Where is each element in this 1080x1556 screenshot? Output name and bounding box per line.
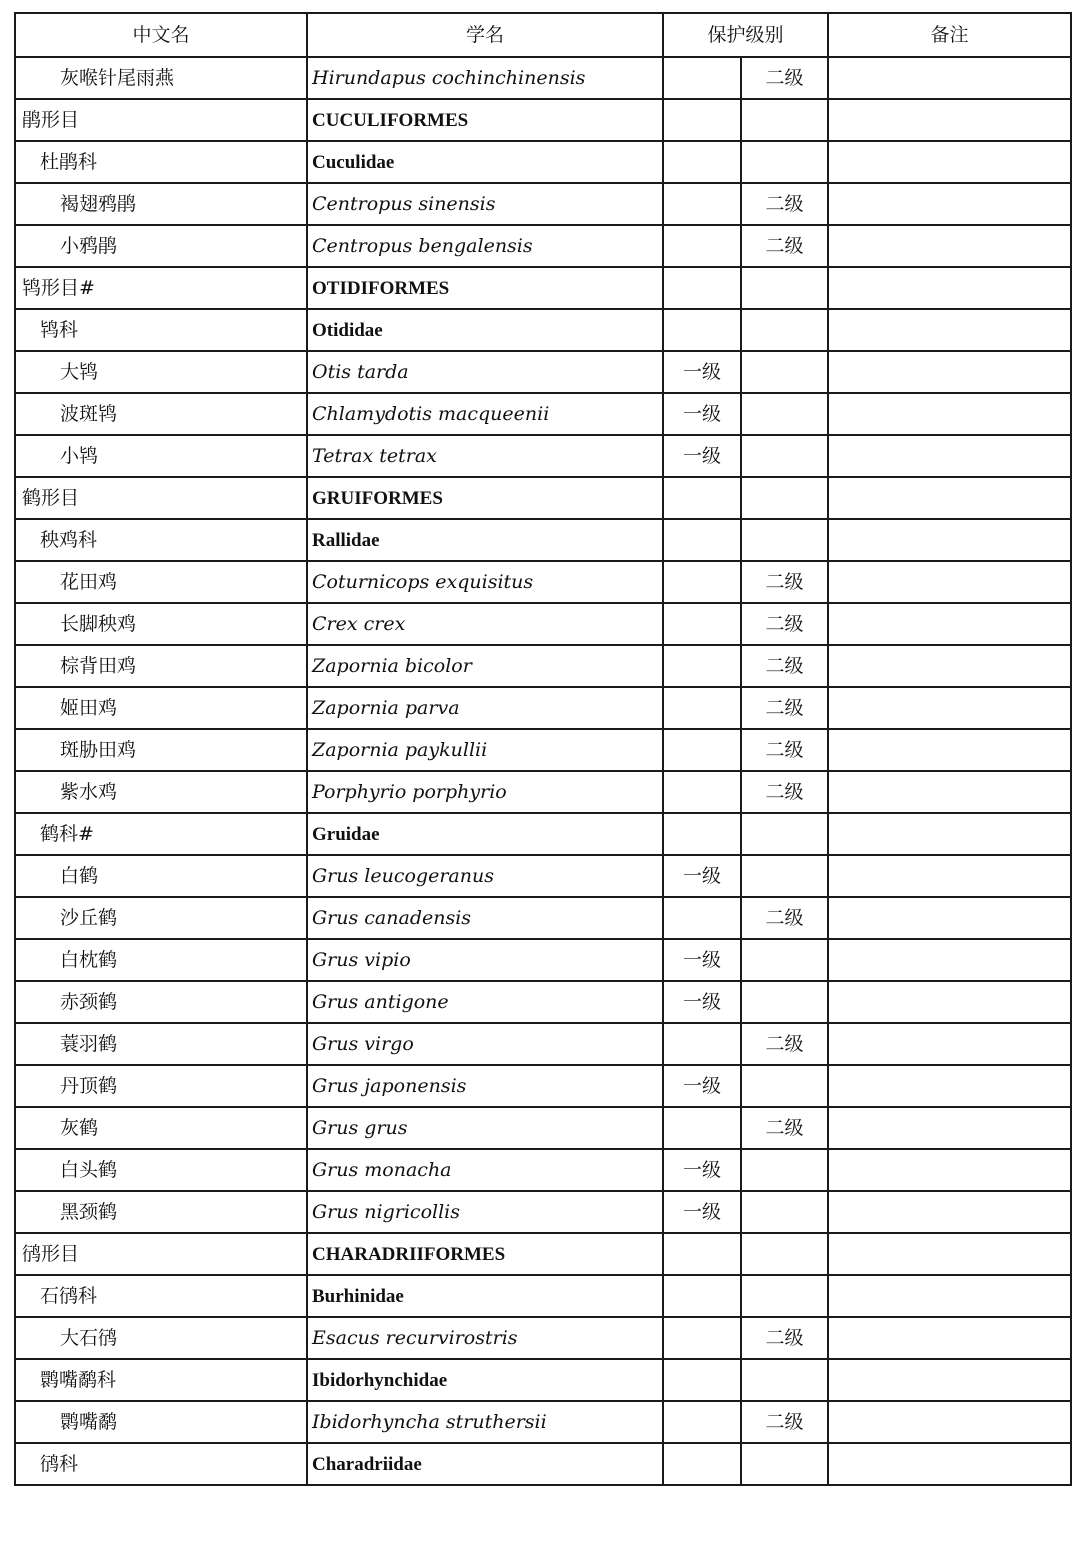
cell-level-two: 二级: [741, 897, 828, 939]
cell-remarks: [828, 645, 1071, 687]
cell-chinese-name: 棕背田鸡: [15, 645, 307, 687]
cell-chinese-name: 花田鸡: [15, 561, 307, 603]
cell-level-two: [741, 1149, 828, 1191]
cell-level-one: [663, 645, 741, 687]
header-chinese-name: 中文名: [15, 13, 307, 57]
cell-level-two: [741, 855, 828, 897]
cell-chinese-name: 赤颈鹤: [15, 981, 307, 1023]
cell-level-one: [663, 477, 741, 519]
cell-level-two: 二级: [741, 729, 828, 771]
cell-level-one: 一级: [663, 393, 741, 435]
cell-scientific-name: Zapornia parva: [307, 687, 663, 729]
cell-level-two: 二级: [741, 1401, 828, 1443]
table-row: [15, 939, 1071, 981]
cell-level-one: 一级: [663, 1065, 741, 1107]
table-row: [15, 1191, 1071, 1233]
cell-chinese-name: 鹃形目: [15, 99, 307, 141]
cell-level-one: 一级: [663, 939, 741, 981]
cell-scientific-name: CUCULIFORMES: [307, 99, 663, 141]
cell-level-one: 一级: [663, 1149, 741, 1191]
table-row: [15, 1443, 1071, 1485]
cell-scientific-name: Zapornia bicolor: [307, 645, 663, 687]
table-row: [15, 603, 1071, 645]
cell-level-two: [741, 267, 828, 309]
cell-remarks: [828, 183, 1071, 225]
cell-chinese-name: 波斑鸨: [15, 393, 307, 435]
cell-level-one: [663, 1401, 741, 1443]
protected-species-table: [14, 12, 1072, 1486]
cell-level-one: 一级: [663, 351, 741, 393]
cell-remarks: [828, 1191, 1071, 1233]
table-row: [15, 897, 1071, 939]
cell-scientific-name: Ibidorhyncha struthersii: [307, 1401, 663, 1443]
table-row: [15, 141, 1071, 183]
table-row: [15, 477, 1071, 519]
cell-level-two: [741, 1065, 828, 1107]
table-row: [15, 561, 1071, 603]
cell-chinese-name: 白鹤: [15, 855, 307, 897]
cell-chinese-name: 鹤形目: [15, 477, 307, 519]
cell-chinese-name: 姬田鸡: [15, 687, 307, 729]
cell-remarks: [828, 141, 1071, 183]
cell-scientific-name: Hirundapus cochinchinensis: [307, 57, 663, 99]
table-body: [15, 57, 1071, 1485]
cell-level-one: [663, 687, 741, 729]
cell-level-one: [663, 267, 741, 309]
cell-scientific-name: Rallidae: [307, 519, 663, 561]
cell-scientific-name: Grus vipio: [307, 939, 663, 981]
cell-chinese-name: 灰鹤: [15, 1107, 307, 1149]
cell-level-two: [741, 519, 828, 561]
cell-remarks: [828, 393, 1071, 435]
cell-scientific-name: Grus antigone: [307, 981, 663, 1023]
cell-scientific-name: Otis tarda: [307, 351, 663, 393]
cell-remarks: [828, 855, 1071, 897]
cell-remarks: [828, 57, 1071, 99]
table-row: [15, 1275, 1071, 1317]
cell-level-one: [663, 897, 741, 939]
cell-remarks: [828, 1401, 1071, 1443]
cell-level-one: [663, 771, 741, 813]
cell-chinese-name: 白枕鹤: [15, 939, 307, 981]
cell-scientific-name: Grus monacha: [307, 1149, 663, 1191]
table-row: [15, 267, 1071, 309]
cell-remarks: [828, 897, 1071, 939]
table-row: [15, 771, 1071, 813]
table-row: [15, 855, 1071, 897]
cell-scientific-name: Grus canadensis: [307, 897, 663, 939]
cell-level-one: [663, 729, 741, 771]
header-protection-level: 保护级别: [663, 13, 828, 57]
cell-chinese-name: 鹤科#: [15, 813, 307, 855]
cell-chinese-name: 大石鸻: [15, 1317, 307, 1359]
cell-scientific-name: GRUIFORMES: [307, 477, 663, 519]
cell-chinese-name: 蓑羽鹤: [15, 1023, 307, 1065]
cell-scientific-name: Grus virgo: [307, 1023, 663, 1065]
cell-level-one: [663, 1023, 741, 1065]
cell-scientific-name: Cuculidae: [307, 141, 663, 183]
cell-level-one: [663, 1275, 741, 1317]
cell-level-one: 一级: [663, 855, 741, 897]
table-row: [15, 1107, 1071, 1149]
cell-level-two: 二级: [741, 771, 828, 813]
table-row: [15, 981, 1071, 1023]
cell-remarks: [828, 561, 1071, 603]
cell-remarks: [828, 687, 1071, 729]
cell-chinese-name: 杜鹃科: [15, 141, 307, 183]
cell-level-two: [741, 813, 828, 855]
cell-chinese-name: 鹮嘴鹬科: [15, 1359, 307, 1401]
table-row: [15, 1359, 1071, 1401]
cell-scientific-name: Grus nigricollis: [307, 1191, 663, 1233]
cell-remarks: [828, 1275, 1071, 1317]
cell-scientific-name: Crex crex: [307, 603, 663, 645]
cell-level-one: 一级: [663, 981, 741, 1023]
cell-level-one: [663, 1443, 741, 1485]
cell-level-two: 二级: [741, 603, 828, 645]
cell-remarks: [828, 729, 1071, 771]
cell-level-two: 二级: [741, 1317, 828, 1359]
cell-remarks: [828, 1149, 1071, 1191]
cell-chinese-name: 鹮嘴鹬: [15, 1401, 307, 1443]
table-row: [15, 57, 1071, 99]
table-row: [15, 729, 1071, 771]
cell-scientific-name: Esacus recurvirostris: [307, 1317, 663, 1359]
cell-remarks: [828, 477, 1071, 519]
cell-scientific-name: Centropus sinensis: [307, 183, 663, 225]
cell-level-two: [741, 1191, 828, 1233]
cell-level-two: 二级: [741, 1023, 828, 1065]
cell-level-one: [663, 141, 741, 183]
cell-level-two: 二级: [741, 57, 828, 99]
header-scientific-name: 学名: [307, 13, 663, 57]
cell-level-one: [663, 1317, 741, 1359]
cell-level-two: 二级: [741, 225, 828, 267]
cell-remarks: [828, 99, 1071, 141]
cell-chinese-name: 小鸦鹃: [15, 225, 307, 267]
cell-scientific-name: Chlamydotis macqueenii: [307, 393, 663, 435]
cell-level-one: [663, 183, 741, 225]
cell-chinese-name: 白头鹤: [15, 1149, 307, 1191]
cell-remarks: [828, 1317, 1071, 1359]
cell-chinese-name: 小鸨: [15, 435, 307, 477]
cell-level-two: [741, 393, 828, 435]
cell-scientific-name: Porphyrio porphyrio: [307, 771, 663, 813]
cell-scientific-name: Charadriidae: [307, 1443, 663, 1485]
cell-scientific-name: Grus leucogeranus: [307, 855, 663, 897]
cell-remarks: [828, 309, 1071, 351]
cell-chinese-name: 灰喉针尾雨燕: [15, 57, 307, 99]
cell-chinese-name: 鸻科: [15, 1443, 307, 1485]
cell-level-two: [741, 939, 828, 981]
cell-scientific-name: Coturnicops exquisitus: [307, 561, 663, 603]
cell-chinese-name: 褐翅鸦鹃: [15, 183, 307, 225]
table-row: [15, 435, 1071, 477]
cell-remarks: [828, 225, 1071, 267]
cell-remarks: [828, 267, 1071, 309]
cell-level-one: [663, 813, 741, 855]
cell-chinese-name: 鸻形目: [15, 1233, 307, 1275]
cell-chinese-name: 秧鸡科: [15, 519, 307, 561]
table-row: [15, 519, 1071, 561]
cell-chinese-name: 大鸨: [15, 351, 307, 393]
cell-remarks: [828, 813, 1071, 855]
cell-level-one: 一级: [663, 1191, 741, 1233]
cell-chinese-name: 斑胁田鸡: [15, 729, 307, 771]
cell-level-one: [663, 225, 741, 267]
cell-scientific-name: Otididae: [307, 309, 663, 351]
cell-level-two: 二级: [741, 1107, 828, 1149]
table-row: [15, 351, 1071, 393]
cell-level-two: [741, 1275, 828, 1317]
table-row: [15, 309, 1071, 351]
cell-level-one: [663, 57, 741, 99]
cell-chinese-name: 沙丘鹤: [15, 897, 307, 939]
cell-remarks: [828, 939, 1071, 981]
cell-remarks: [828, 1023, 1071, 1065]
cell-level-two: [741, 435, 828, 477]
cell-scientific-name: Zapornia paykullii: [307, 729, 663, 771]
cell-level-one: [663, 519, 741, 561]
cell-chinese-name: 丹顶鹤: [15, 1065, 307, 1107]
cell-level-one: [663, 1107, 741, 1149]
cell-level-one: [663, 1233, 741, 1275]
table-row: [15, 813, 1071, 855]
cell-scientific-name: Tetrax tetrax: [307, 435, 663, 477]
table-row: [15, 1065, 1071, 1107]
table-row: [15, 1149, 1071, 1191]
cell-scientific-name: Grus grus: [307, 1107, 663, 1149]
cell-level-two: [741, 99, 828, 141]
cell-level-two: [741, 1359, 828, 1401]
cell-remarks: [828, 351, 1071, 393]
cell-scientific-name: Centropus bengalensis: [307, 225, 663, 267]
cell-level-one: [663, 99, 741, 141]
cell-remarks: [828, 603, 1071, 645]
table-row: [15, 393, 1071, 435]
cell-chinese-name: 鸨形目#: [15, 267, 307, 309]
table-row: [15, 687, 1071, 729]
cell-remarks: [828, 435, 1071, 477]
cell-scientific-name: Grus japonensis: [307, 1065, 663, 1107]
cell-level-one: [663, 309, 741, 351]
cell-level-two: [741, 1233, 828, 1275]
table-row: [15, 1317, 1071, 1359]
cell-remarks: [828, 519, 1071, 561]
cell-level-one: [663, 1359, 741, 1401]
cell-level-two: [741, 1443, 828, 1485]
cell-remarks: [828, 1233, 1071, 1275]
cell-level-two: 二级: [741, 645, 828, 687]
cell-level-one: 一级: [663, 435, 741, 477]
table-row: [15, 1401, 1071, 1443]
table-row: [15, 99, 1071, 141]
cell-chinese-name: 鸨科: [15, 309, 307, 351]
table-header-row: [15, 13, 1071, 57]
table-row: [15, 1233, 1071, 1275]
cell-remarks: [828, 1107, 1071, 1149]
cell-level-two: [741, 141, 828, 183]
cell-level-two: [741, 351, 828, 393]
cell-level-one: [663, 561, 741, 603]
cell-scientific-name: Gruidae: [307, 813, 663, 855]
cell-remarks: [828, 1359, 1071, 1401]
cell-level-one: [663, 603, 741, 645]
protected-species-table-page: [14, 12, 1070, 1486]
cell-scientific-name: CHARADRIIFORMES: [307, 1233, 663, 1275]
cell-scientific-name: OTIDIFORMES: [307, 267, 663, 309]
header-remarks: 备注: [828, 13, 1071, 57]
cell-chinese-name: 石鸻科: [15, 1275, 307, 1317]
cell-level-two: [741, 309, 828, 351]
cell-chinese-name: 黑颈鹤: [15, 1191, 307, 1233]
cell-chinese-name: 紫水鸡: [15, 771, 307, 813]
cell-scientific-name: Burhinidae: [307, 1275, 663, 1317]
cell-remarks: [828, 1443, 1071, 1485]
cell-level-two: [741, 477, 828, 519]
cell-chinese-name: 长脚秧鸡: [15, 603, 307, 645]
cell-remarks: [828, 981, 1071, 1023]
cell-remarks: [828, 1065, 1071, 1107]
cell-scientific-name: Ibidorhynchidae: [307, 1359, 663, 1401]
table-row: [15, 183, 1071, 225]
cell-level-two: 二级: [741, 183, 828, 225]
table-row: [15, 225, 1071, 267]
cell-level-two: [741, 981, 828, 1023]
cell-level-two: 二级: [741, 561, 828, 603]
table-row: [15, 1023, 1071, 1065]
table-row: [15, 645, 1071, 687]
cell-remarks: [828, 771, 1071, 813]
cell-level-two: 二级: [741, 687, 828, 729]
